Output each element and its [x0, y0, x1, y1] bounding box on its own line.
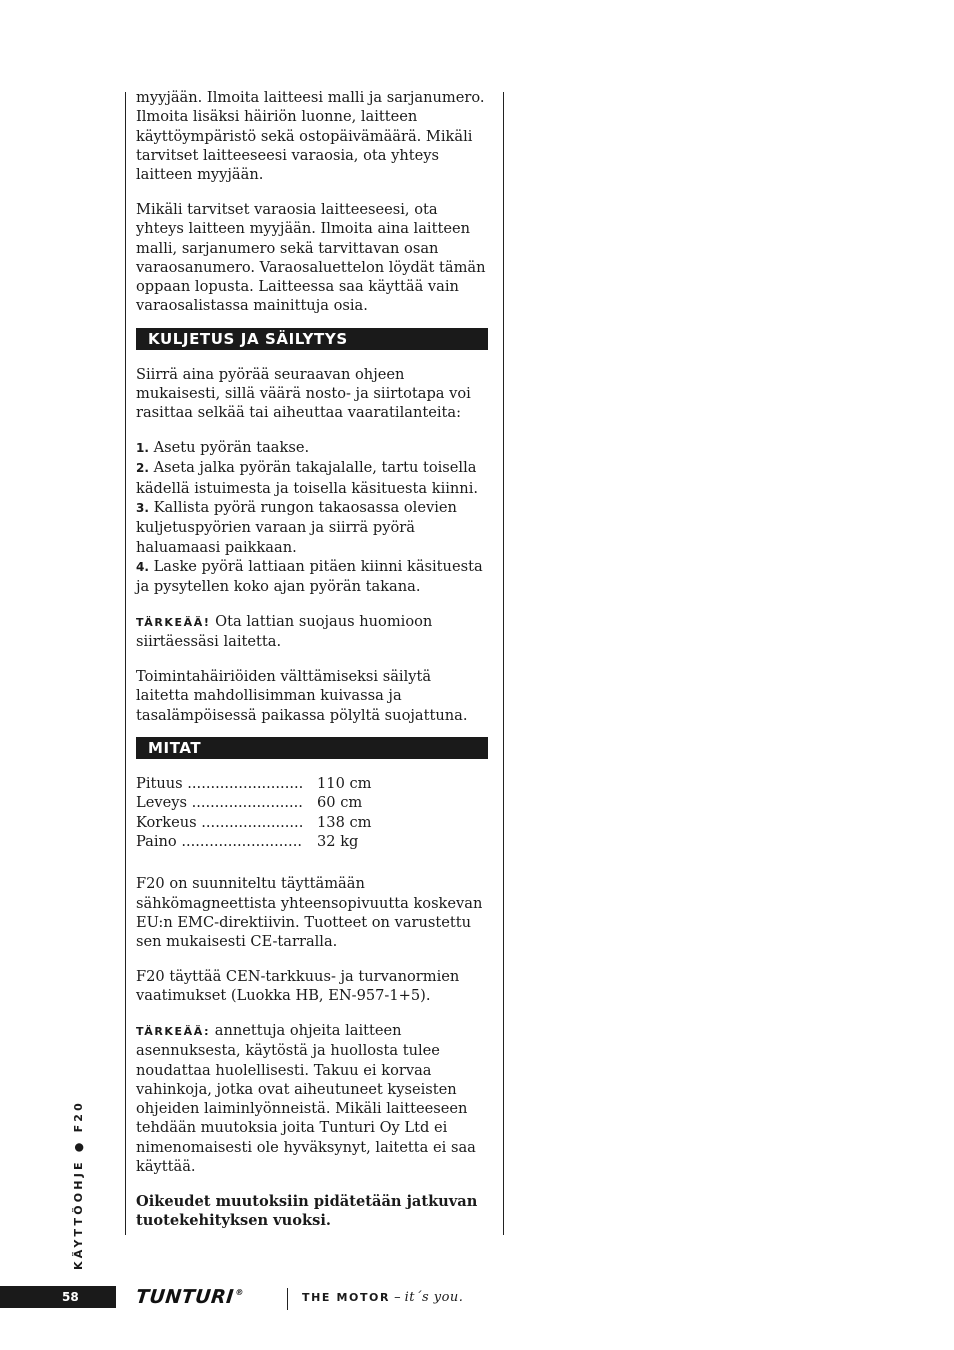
- right-column-rule: [503, 92, 504, 1235]
- list-item: 4. Laske pyörä lattiaan pitäen kiinni käsituesta ja pysytellen koko ajan pyörän takana.: [136, 557, 483, 596]
- page-number-box: [0, 1286, 116, 1308]
- transport-important-note: TÄRKEÄÄ! Ota lattian suojaus huomioon siirtäessäsi laitetta.: [136, 613, 433, 651]
- dimensions-table: [136, 774, 488, 851]
- closing-statement: Oikeudet muutoksiin pidätetään jatkuvan tuotekehityksen vuoksi.: [136, 1192, 478, 1230]
- emc-paragraph: F20 on suunniteltu täyttämään sähkömagneettista yhteensopivuutta koskevan EU:n EMC-direktiivin. Tuotteet on varustettu sen mukaisesti CE-tarralla.: [136, 875, 483, 951]
- table-row: Leveys ........................ 60 cm: [136, 794, 363, 812]
- registered-mark: ®: [234, 1288, 245, 1297]
- main-text-column: [136, 88, 488, 1230]
- list-item: 3. Kallista pyörä rungon takaosassa olevien kuljetuspyörien varaan ja siirrä pyörä haluamaasi paikkaan.: [136, 499, 457, 556]
- list-item: 1. Asetu pyörän taakse.: [136, 439, 310, 457]
- table-row: Paino .......................... 32 kg: [136, 832, 359, 850]
- list-item: 2. Aseta jalka pyörän takajalalle, tartu toisella kädellä istuimesta ja toisella käsituesta kiinni.: [136, 459, 479, 497]
- tunturi-logo: TUNTURI®: [134, 1286, 245, 1308]
- dimensions-important-note: TÄRKEÄÄ: annettuja ohjeita laitteen asennuksesta, käytöstä ja huollosta tulee noudattaa huolellisesti. Takuu ei korvaa vahinkoja, jotka ovat aiheutuneet kyseisten ohjeiden laiminlyönneistä. Mikäli laitteeseen tehdään muutoksia joita Tunturi Oy Ltd ei nimenomaisesti ole hyväksynyt, laitetta ei saa käyttää.: [136, 1021, 476, 1176]
- footer-slogan: THE MOTOR – it´s you.: [302, 1290, 464, 1305]
- page-number: 58: [62, 1290, 79, 1304]
- transport-intro: Siirrä aina pyörää seuraavan ohjeen mukaisesti, sillä väärä nosto- ja siirtotapa voi rasittaa selkää tai aiheuttaa vaaratilanteita:: [136, 365, 471, 422]
- cen-paragraph: F20 täyttää CEN-tarkkuus- ja turvanormien vaatimukset (Luokka HB, EN-957-1+5).: [136, 967, 460, 1005]
- footer-separator: [287, 1288, 288, 1310]
- side-running-title: KÄYTTÖOHJE ● F20: [72, 1099, 85, 1270]
- section-heading-transport: KULJETUS JA SÄILYTYS: [136, 328, 488, 350]
- table-row: Korkeus ...................... 138 cm: [136, 813, 372, 831]
- important-label: TÄRKEÄÄ:: [136, 1024, 211, 1038]
- transport-steps: [136, 438, 488, 596]
- storage-paragraph: Toimintahäiriöiden välttämiseksi säilytä laitetta mahdollisimman kuivassa ja tasalämpöisessä paikassa pölyltä suojattuna.: [136, 668, 468, 724]
- paragraph-service: myyjään. Ilmoita laitteesi malli ja sarjanumero. Ilmoita lisäksi häiriön luonne, laitteen käyttöympäristö sekä ostopäivämäärä. Mikäli tarvitset laitteeseesi varaosia, ota yhteys laitteen myyjään.: [136, 89, 485, 184]
- table-row: Pituus ......................... 110 cm: [136, 775, 372, 793]
- important-label: TÄRKEÄÄ!: [136, 616, 211, 630]
- paragraph-spare-parts: Mikäli tarvitset varaosia laitteeseesi, ota yhteys laitteen myyjään. Ilmoita aina laitteen malli, sarjanumero sekä tarvittavan osan varaosanumero. Varaosaluettelon löydät tämän oppaan lopusta. Laitteessa saa käyttää vain varaosalistassa mainittuja osia.: [136, 200, 486, 315]
- section-heading-dimensions: MITAT: [136, 737, 488, 759]
- left-column-rule: [125, 92, 126, 1235]
